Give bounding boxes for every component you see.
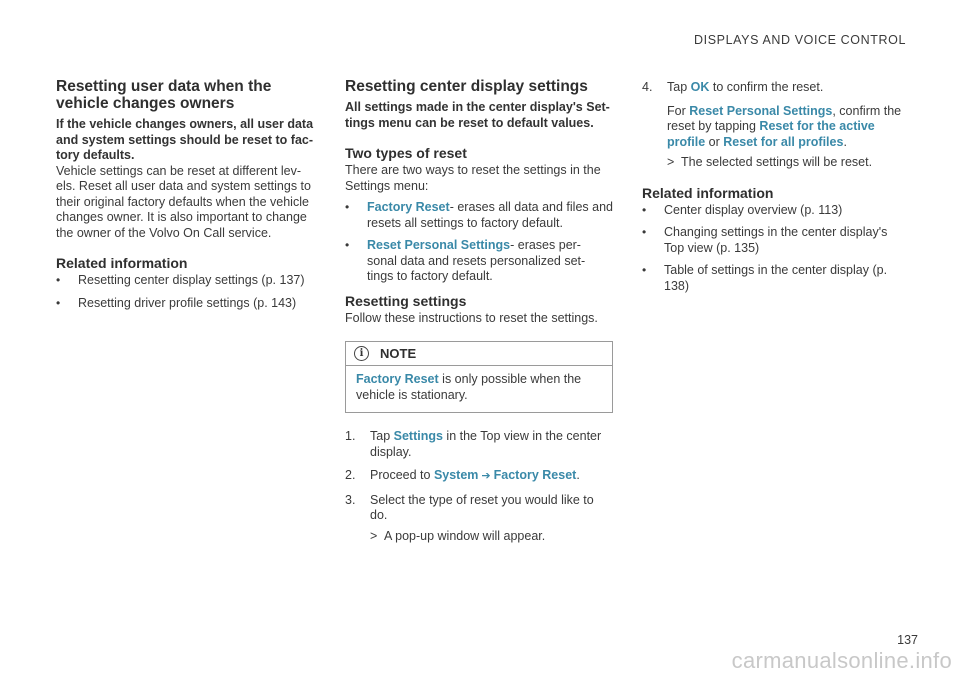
related-link[interactable]: • Center display overview (p. 113): [642, 202, 843, 217]
related-link[interactable]: • Resetting center display settings (p. 137): [56, 273, 305, 287]
page-number: 137: [897, 633, 918, 647]
column-owner-change: [56, 78, 316, 318]
step-result: > The selected settings will be reset.: [667, 155, 873, 169]
bullet-icon: •: [642, 263, 647, 277]
running-header: DISPLAYS AND VOICE CONTROL: [694, 33, 906, 47]
steps-list: [345, 429, 613, 544]
related-heading: Related information: [642, 184, 774, 201]
arrow-right-icon: ➔: [481, 470, 491, 482]
step-item: 4. Tap OK to confirm the reset. For Reset Personal Settings, confirm the reset by tapping Reset for the active profile or Reset for all profiles. > The selected settings will be reset.: [642, 80, 906, 171]
section-body: Vehicle settings can be reset at different lev- els. Reset all user data and system settings to their original factory defaults when the vehicle changes owner. It is also important to change the owner of the Volvo On Call service.: [56, 163, 311, 240]
section-intro: If the vehicle changes owners, all user data and system settings should be reset to fac- tory defaults.: [56, 117, 314, 162]
bullet-icon: •: [642, 225, 647, 239]
related-list: [56, 273, 316, 311]
column-continued: [642, 78, 906, 301]
steps-list-continued: [642, 80, 906, 171]
types-intro: There are two ways to reset the settings in the Settings menu:: [345, 163, 601, 193]
result-icon: >: [370, 528, 378, 543]
bullet-icon: •: [642, 202, 647, 217]
section-title: Resetting center display settings: [345, 78, 588, 95]
step-result: > A pop-up window will appear.: [370, 528, 546, 543]
section-intro: All settings made in the center display's Set- tings menu can be reset to default values.: [345, 100, 610, 130]
resetting-heading: Resetting settings: [345, 292, 467, 309]
step-item: 1. Tap Settings in the Top view in the center display.: [345, 429, 602, 459]
step-item: 2. Proceed to System ➔ Factory Reset.: [345, 468, 613, 485]
related-link[interactable]: • Changing settings in the center display's Top view (p. 135): [642, 225, 888, 255]
types-heading: Two types of reset: [345, 145, 467, 161]
reset-types-list: [345, 200, 613, 285]
step-item: 3. Select the type of reset you would like to do. > A pop-up window will appear.: [345, 493, 613, 545]
note-body: Factory Reset is only possible when the vehicle is stationary.: [356, 372, 582, 402]
note-title: NOTE: [380, 346, 417, 361]
related-list: [642, 203, 906, 295]
bullet-icon: •: [56, 273, 61, 287]
bullet-icon: •: [345, 200, 350, 214]
info-icon: i: [354, 346, 369, 361]
bullet-icon: •: [56, 295, 61, 310]
related-link[interactable]: • Table of settings in the center display (p. 138): [642, 263, 888, 293]
resetting-intro: Follow these instructions to reset the settings.: [345, 310, 598, 325]
result-icon: >: [667, 155, 675, 169]
bullet-icon: •: [345, 238, 350, 252]
column-reset-center-display: [345, 78, 613, 552]
note-header: [346, 342, 612, 366]
note-box: [345, 341, 613, 413]
step-subtext: For Reset Personal Settings, confirm the reset by tapping Reset for the active profile or Reset for all profiles.: [667, 103, 902, 149]
watermark: carmanualsonline.info: [731, 648, 952, 673]
reset-type-item: • Factory Reset- erases all data and files and resets all settings to factory default.: [345, 200, 613, 230]
section-title: Resetting user data when the vehicle changes owners: [56, 78, 272, 112]
related-link[interactable]: • Resetting driver profile settings (p. 143): [56, 295, 297, 310]
related-heading: Related information: [56, 255, 188, 271]
reset-type-item: • Reset Personal Settings- erases per- sonal data and resets personalized set- tings to factory default.: [345, 238, 586, 283]
